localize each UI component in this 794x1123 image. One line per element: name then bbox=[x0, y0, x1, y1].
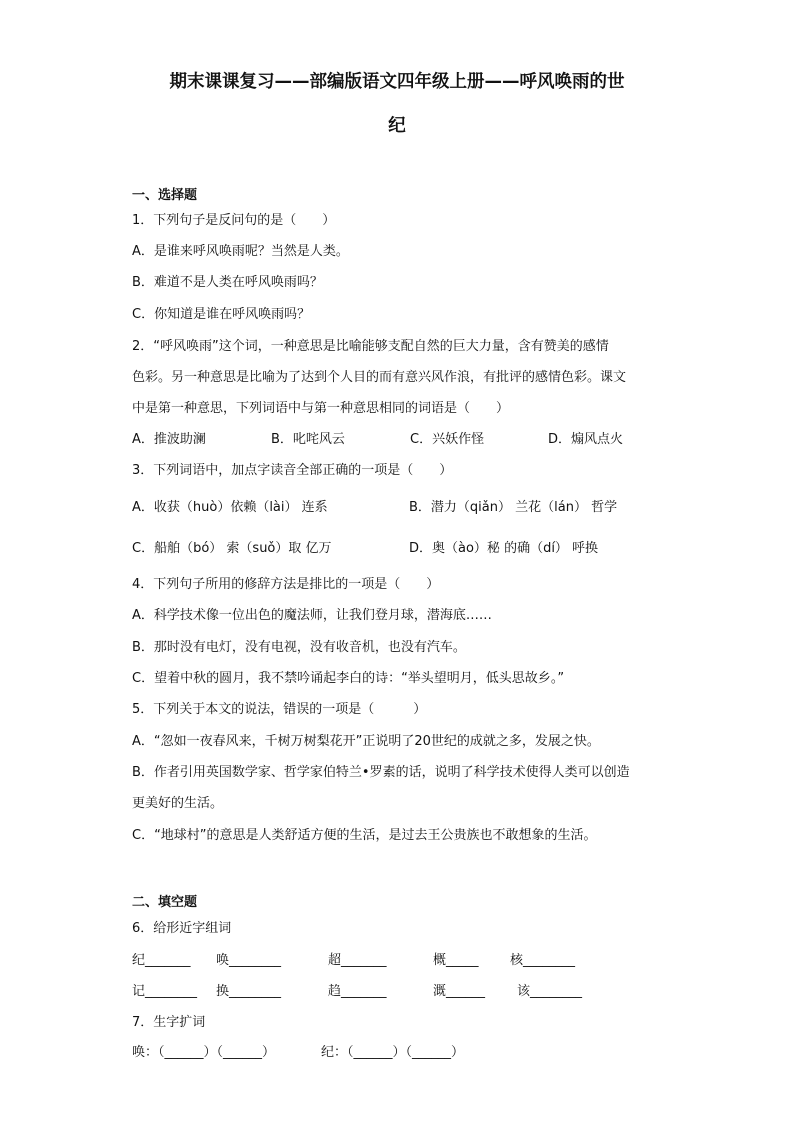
question-3-option-c: C．船舶（bó） 索（suǒ）取 亿万 bbox=[132, 541, 332, 556]
question-7-blank[interactable]: 唤：（______）（______） bbox=[132, 1045, 276, 1060]
question-6-blank[interactable]: 纪_______ bbox=[132, 953, 191, 968]
section-heading-choice: 一、选择题 bbox=[132, 188, 198, 203]
question-1-option-b: B．难道不是人类在呼风唤雨吗？ bbox=[132, 275, 323, 290]
question-6-blank[interactable]: 溉______ bbox=[433, 984, 486, 999]
question-6-blank[interactable]: 超_______ bbox=[328, 953, 387, 968]
question-1-option-c: C．你知道是谁在呼风唤雨吗？ bbox=[132, 307, 311, 322]
question-4-option-a: A．科学技术像一位出色的魔法师，让我们登月球，潜海底…… bbox=[132, 608, 492, 623]
question-6-blank[interactable]: 换________ bbox=[216, 984, 282, 999]
question-6-blank[interactable]: 核________ bbox=[510, 953, 576, 968]
question-4-option-b: B．那时没有电灯，没有电视，没有收音机，也没有汽车。 bbox=[132, 640, 466, 655]
question-3-option-a: A．收获（huò）依赖（lài） 连系 bbox=[132, 500, 328, 515]
question-1-stem: 1．下列句子是反问句的是（ ） bbox=[132, 213, 336, 228]
question-6-stem: 6．给形近字组词 bbox=[132, 921, 232, 936]
question-6-blank[interactable]: 该________ bbox=[517, 984, 583, 999]
question-5-option-a: A．“忽如一夜春风来，千树万树梨花开”正说明了20世纪的成就之多，发展之快。 bbox=[132, 734, 600, 749]
question-4-stem: 4．下列句子所用的修辞方法是排比的一项是（ ） bbox=[132, 577, 440, 592]
question-5-stem: 5．下列关于本文的说法，错误的一项是（ ） bbox=[132, 702, 427, 717]
question-2-stem-line-2: 色彩。另一种意思是比喻为了达到个人目的而有意兴风作浪，有批评的感情色彩。课文 bbox=[132, 370, 627, 385]
question-7-blank[interactable]: 纪：（______）（______） bbox=[321, 1045, 465, 1060]
question-4-option-c: C．望着中秋的圆月，我不禁吟诵起李白的诗：“举头望明月，低头思故乡。” bbox=[132, 671, 565, 686]
question-3-stem: 3．下列词语中，加点字读音全部正确的一项是（ ） bbox=[132, 463, 453, 478]
question-6-blank[interactable]: 趋_______ bbox=[328, 984, 387, 999]
question-2-stem-line-1: 2．“呼风唤雨”这个词，一种意思是比喻能够支配自然的巨大力量，含有赞美的感情 bbox=[132, 339, 609, 354]
page-title-line-2: 纪 bbox=[388, 116, 406, 136]
question-6-blank[interactable]: 唤________ bbox=[216, 953, 282, 968]
question-2-option-a: A．推波助澜 bbox=[132, 432, 206, 447]
section-heading-fill: 二、填空题 bbox=[132, 895, 198, 910]
question-2-option-b: B．叱咤风云 bbox=[271, 432, 345, 447]
question-5-option-c: C．“地球村”的意思是人类舒适方便的生活，是过去王公贵族也不敢想象的生活。 bbox=[132, 828, 597, 843]
question-2-option-d: D．煽风点火 bbox=[548, 432, 624, 447]
question-7-stem: 7．生字扩词 bbox=[132, 1015, 206, 1030]
question-2-stem-line-3: 中是第一种意思，下列词语中与第一种意思相同的词语是（ ） bbox=[132, 401, 510, 416]
question-6-blank[interactable]: 记________ bbox=[132, 984, 198, 999]
question-5-option-b-line-2: 更美好的生活。 bbox=[132, 796, 224, 811]
question-3-option-b: B．潜力（qiǎn） 兰花（lán） 哲学 bbox=[409, 500, 618, 515]
page-title-line-1: 期末课课复习——部编版语文四年级上册——呼风唤雨的世 bbox=[169, 72, 625, 92]
question-6-blank[interactable]: 概_____ bbox=[433, 953, 479, 968]
question-1-option-a: A．是谁来呼风唤雨呢？当然是人类。 bbox=[132, 244, 349, 259]
question-2-option-c: C．兴妖作怪 bbox=[410, 432, 485, 447]
question-5-option-b-line-1: B．作者引用英国数学家、哲学家伯特兰•罗素的话，说明了科学技术使得人类可以创造 bbox=[132, 765, 630, 780]
question-3-option-d: D．奥（ào）秘 的确（dí） 呼换 bbox=[409, 541, 599, 556]
